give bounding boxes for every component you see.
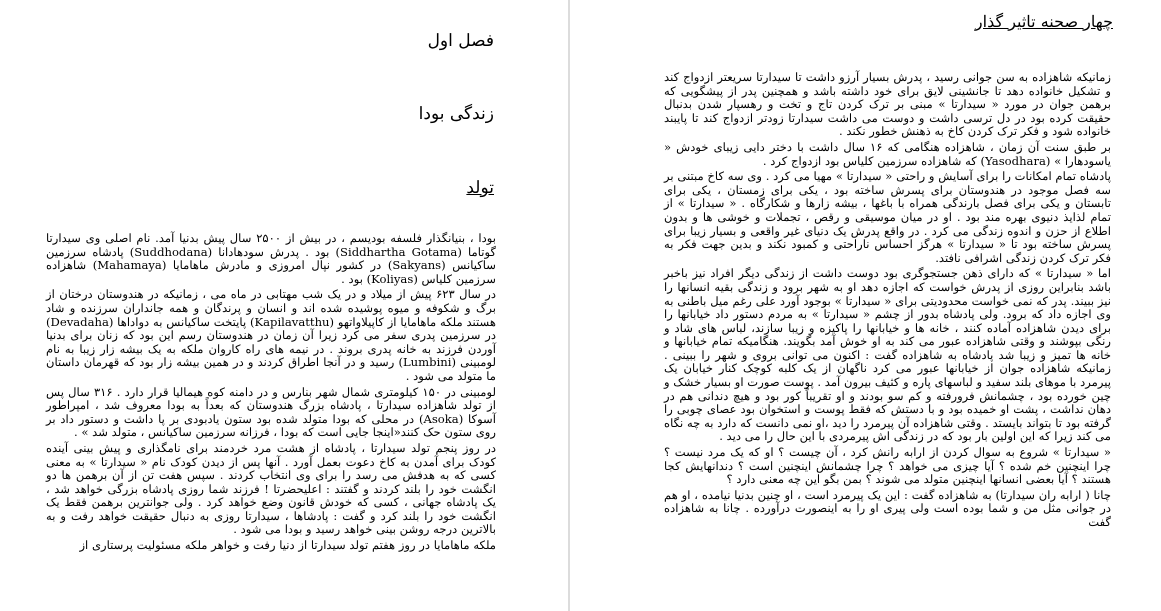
- subheading-birth: تولد: [466, 178, 494, 198]
- chapter-title: فصل اول: [427, 31, 494, 51]
- right-body-text: [664, 71, 1111, 532]
- paragraph: زمانیکه شاهزاده به سن جوانی رسید ، پدرش بسیار آرزو داشت تا سیدارتا سریعتر ازدواج کند و تشکیل خانواده دهد تا جانشینی لایق برای خود داشته باشد و همچنین پدر از پیشگویی که برهمن جوان در مورد « سیدارتا » مبنی بر ترک کردن تاج و تخت و رهسپار شدن بدنبال حقیقت کرده بود در دل ترسی داشت و دوست می داشت سیدارتا زودتر ازدواج کند تا پایبند خانواده شود و فکر ترک کردن کاخ به ذهنش خطور نکند .: [664, 70, 1111, 139]
- paragraph: بودا ، بنیانگذار فلسفه بودیسم ، در بیش از ۲۵۰۰ سال پیش بدنیا آمد. نام اصلی وی سیدارتا گوتاما (Siddhartha Gotama) بود . پدرش سودهادانا (Suddhodana) پادشاه سرزمین ساکیانس (Sakyans) در کشور نپال امروزی و مادرش ماهامایا (Mahamaya) شاهزاده سرزمین کلیاس (Koliyas) بود .: [46, 231, 496, 286]
- paragraph: ملکه ماهامایا در روز هفتم تولد سیدارتا از دنیا رفت و خواهر ملکه مسئولیت پرستاری از: [79, 538, 496, 553]
- right-page: [571, 0, 1161, 611]
- paragraph: لومبینی در ۱۵۰ کیلومتری شمال شهر بنارس و در دامنه کوه هیمالیا قرار دارد . ۳۱۶ سال پس از تولد شاهزاده سیدارتا ، پادشاه بزرگ هندوستان که بعداً به بودا معروف شد ، امپراطور آسوکا (Asoka) در محلی که بودا متولد شده بود ستون یادبودی بر پا داشت و دستور داد بر روی ستون حک کنند«اینجا جایی است که بودا ، فرزانه سرزمین ساکیانس ، متولد شد » .: [46, 384, 496, 440]
- page-header: چهار صحنه تاثیر گذار: [974, 12, 1113, 31]
- left-body-text: [46, 232, 496, 555]
- section-title: زندگی بودا: [418, 104, 494, 124]
- paragraph: چانا ( ارابه ران سیدارتا) به شاهزاده گفت : این یک پیرمرد است ، او چنین بدنیا نیامده ، او هم در جوانی مثل من و شما بوده است ولی پیری او را به اینصورت درآورده . چانا به شاهزاده گفت: [664, 487, 1111, 529]
- paragraph: پادشاه تمام امکانات را برای آسایش و راحتی « سیدارتا » مهیا می کرد . وی سه کاخ مبتنی بر سه فصل موجود در هندوستان برای پسرش ساخته بود ، یکی برای زمستان ، یکی برای تابستان و یکی برای فصل بارندگی همراه با باغها ، بیشه زارها و شکارگاه . « سیدارتا » از تمام لذایذ دنیوی بهره مند بود . او در میان موسیقی و رقص ، تجملات و خوشی ها و بدون اطلاع از حزن و اندوه زندگی می کرد . در واقع پدرش یک دنیای غیر واقعی و بسیار زیبا برای پسرش ساخته بود تا « سیدارتا » هرگز احساس ناراحتی و کمبود نکند و بدین جهت فکر به فکر ترک کردن زندگی اشرافی نافتد.: [664, 169, 1111, 265]
- page-divider: [568, 0, 570, 611]
- paragraph: اما « سیدارتا » که دارای ذهن جستجوگری بود دوست داشت از زندگی دیگر افراد نیز باخبر باشد بنابراین روزی از پدرش خواست که اجازه دهد او به شهر برود و زندگی بقیه انسانها را نیز ببیند. پدر که نمی خواست محدودیتی برای « سیدارتا » بوجود آورد علی رغم میل باطنی به وی اجازه داد که برود. ولی پادشاه بدور از چشم « سیدارتا » به مردم دستور داد خیابانها را برای دیدن شاهزاده آماده کنند ، خانه ها و خیابانها را پاکیزه و زیبا سازند، لباس های شاد و رنگی بپوشند و وقتی شاهزاده عبور می کند به او خوش آمد بگویند. هنگامیکه تمام خیابانها و خانه ها تمیز و زیبا شد پادشاه به شاهزاده گفت : اکنون می توانی بروی و شهر را ببینی . زمانیکه شاهزاده جوان از خیابانها عبور می کرد ناگهان از یک کلبه کوچک کنار خیابان یک پیرمرد با موهای بلند سفید و لباسهای پاره و کثیف بیرون آمد . پوست صورت او بسیار خشک و چین خورده بود ، چشمانش فرورفته و کم سو بودند و او تقریباً کور بود و هیچ دندانی هم در دهان نداشت ، پشت او خمیده بود و با دستش که فقط پوست و استخوان بود عصای چوبی را گرفته بود تا بتواند بایستد . وقتی شاهزاده آن پیرمرد را دید ،او نمی دانست که دارد به چه نگاه می کند زیرا که این اولین بار بود که در زندگی اش پیرمردی با این حال را می دید .: [664, 266, 1111, 444]
- paragraph: « سیدارتا » شروع به سوال کردن از ارابه رانش کرد ، آن چیست ؟ او که یک مرد نیست ؟ چرا اینچنین خم شده ؟ آیا چیزی می خواهد ؟ چرا چشمانش اینچنین است ؟ دندانهایش کجا هستند ؟ آیا بعضی انسانها اینچنین متولد می شوند ؟ بمن بگو این چه معنی دارد ؟: [664, 445, 1111, 487]
- paragraph: در روز پنجم تولد سیدارتا ، پادشاه از هشت مرد خردمند برای نامگذاری و پیش بینی آینده کودک برای آمدن به کاخ دعوت بعمل آورد . آنها پس از دیدن کودک نام « سیدارتا » به معنی کسی که به هدفش می رسد را برای وی انتخاب کردند . سپس هفت تن از آن برهمن ها دو انگشت خود را بلند کردند و گفتند : اعلیحضرتا ! فرزند شما روزی پادشاه بزرگی خواهد شد ، یک پادشاه جهانی ، کسی که خودش قانون وضع خواهد کرد . ولی جوانترین برهمن فقط یک انگشت خود را بلند کرد و گفت : پادشاها ، سیدارتا روزی به دنبال حقیقت خواهد رفت و به بالاترین درجه روشن بینی خواهد رسید و بودا می شود .: [46, 440, 496, 537]
- left-page: [0, 0, 568, 611]
- paragraph: در سال ۶۲۳ پیش از میلاد و در یک شب مهتابی در ماه می ، زمانیکه در هندوستان درختان از برگ و شکوفه و میوه پوشیده شده اند و انسان و پرندگان و همه جانداران سرزنده و شاد هستند ملکه ماهامایا از کاپیلاواتهو (Kapilavatthu) پایتخت ساکیانس به دواداها (Devadaha) در سرزمین پدری سفر می کرد زیرا آن زمان در هندوستان رسم این بود که زنان برای بدنیا آوردن فرزند به خانه پدری بروند . در نیمه های راه کاروان ملکه به یک بیشه زار زیبا به نام لومبینی (Lumbini) رسید و در آنجا اطراق کردند و در همین بیشه زار بود که قهرمان داستان ما متولد می شود .: [46, 287, 496, 383]
- paragraph: بر طبق سنت آن زمان ، شاهزاده هنگامی که ۱۶ سال داشت با دختر دایی زیبای خودش « یاسودهارا » (Yasodhara) که شاهزاده سرزمین کلیاس بود ازدواج کرد .: [664, 139, 1111, 168]
